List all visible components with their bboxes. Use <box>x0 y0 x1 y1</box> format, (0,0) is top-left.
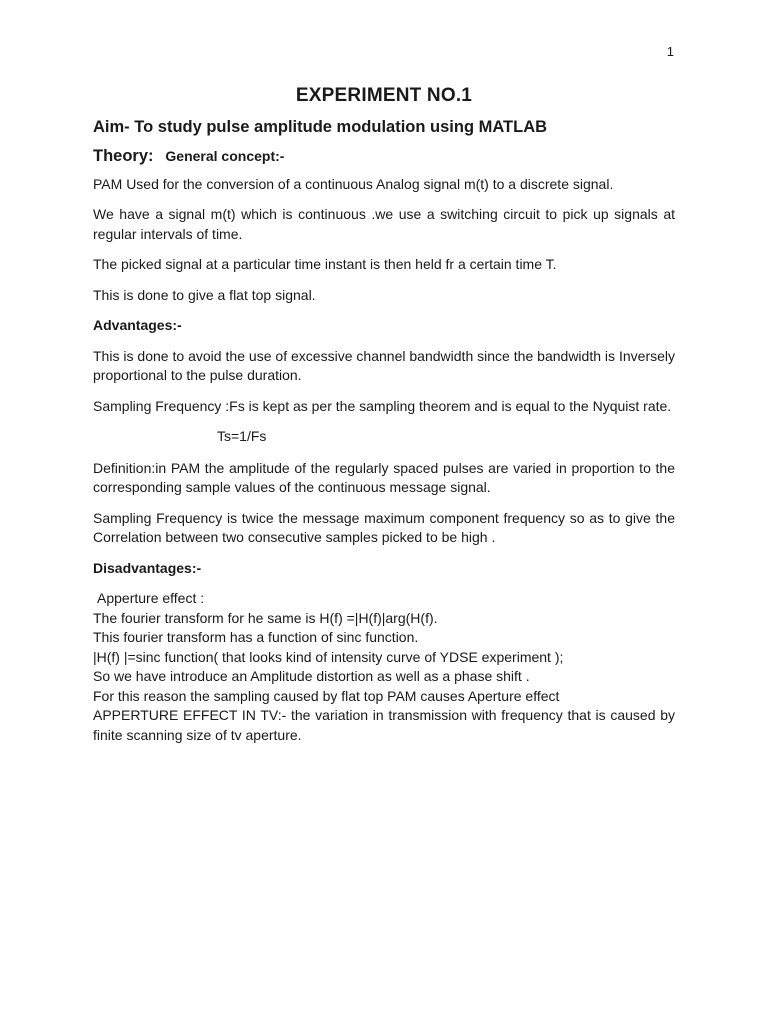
paragraph: This is done to give a flat top signal. <box>93 286 316 303</box>
list-item: Apperture effect : <box>97 590 205 606</box>
disadvantages-list <box>93 589 675 745</box>
document-title: EXPERIMENT NO.1 <box>295 85 473 106</box>
theory-sublabel: General concept:- <box>165 148 285 164</box>
paragraph: Sampling Frequency :Fs is kept as per the sampling theorem and is equal to the Nyquist rate. <box>93 397 672 414</box>
advantages-heading: Advantages:- <box>93 317 182 333</box>
list-item: The fourier transform for he same is H(f) =|H(f)|arg(H(f). <box>93 609 438 626</box>
list-item: |H(f) |=sinc function( that looks kind of intensity curve of YDSE experiment ); <box>93 648 564 665</box>
theory-label: Theory: <box>93 147 154 165</box>
aim-heading: Aim- To study pulse amplitude modulation using MATLAB <box>93 117 548 136</box>
document-body <box>93 86 675 745</box>
list-item: APPERTURE EFFECT IN TV:- the variation in transmission with frequency that is caused by finite scanning size of tv aperture. <box>93 707 675 743</box>
paragraph: Definition:in PAM the amplitude of the regularly spaced pulses are varied in proportion to the corresponding sample values of the continuous message signal. <box>93 459 675 495</box>
formula: Ts=1/Fs <box>217 428 267 444</box>
disadvantages-heading: Disadvantages:- <box>93 559 202 576</box>
theory-heading <box>93 147 675 167</box>
paragraph: This is done to avoid the use of excessive channel bandwidth since the bandwidth is Inversely proportional to the pulse duration. <box>93 347 675 383</box>
paragraph: The picked signal at a particular time instant is then held fr a certain time T. <box>93 256 557 272</box>
list-item: For this reason the sampling caused by flat top PAM causes Aperture effect <box>93 687 560 704</box>
list-item: This fourier transform has a function of sinc function. <box>93 629 419 645</box>
page-number: 1 <box>666 44 674 59</box>
list-item: So we have introduce an Amplitude distortion as well as a phase shift . <box>93 668 530 684</box>
paragraph: Sampling Frequency is twice the message maximum component frequency so as to give the Correlation between two consecutive samples picked to be high . <box>93 509 675 545</box>
paragraph: PAM Used for the conversion of a continuous Analog signal m(t) to a discrete signal. <box>93 175 614 192</box>
paragraph: We have a signal m(t) which is continuous .we use a switching circuit to pick up signals at regular intervals of time. <box>93 206 675 242</box>
